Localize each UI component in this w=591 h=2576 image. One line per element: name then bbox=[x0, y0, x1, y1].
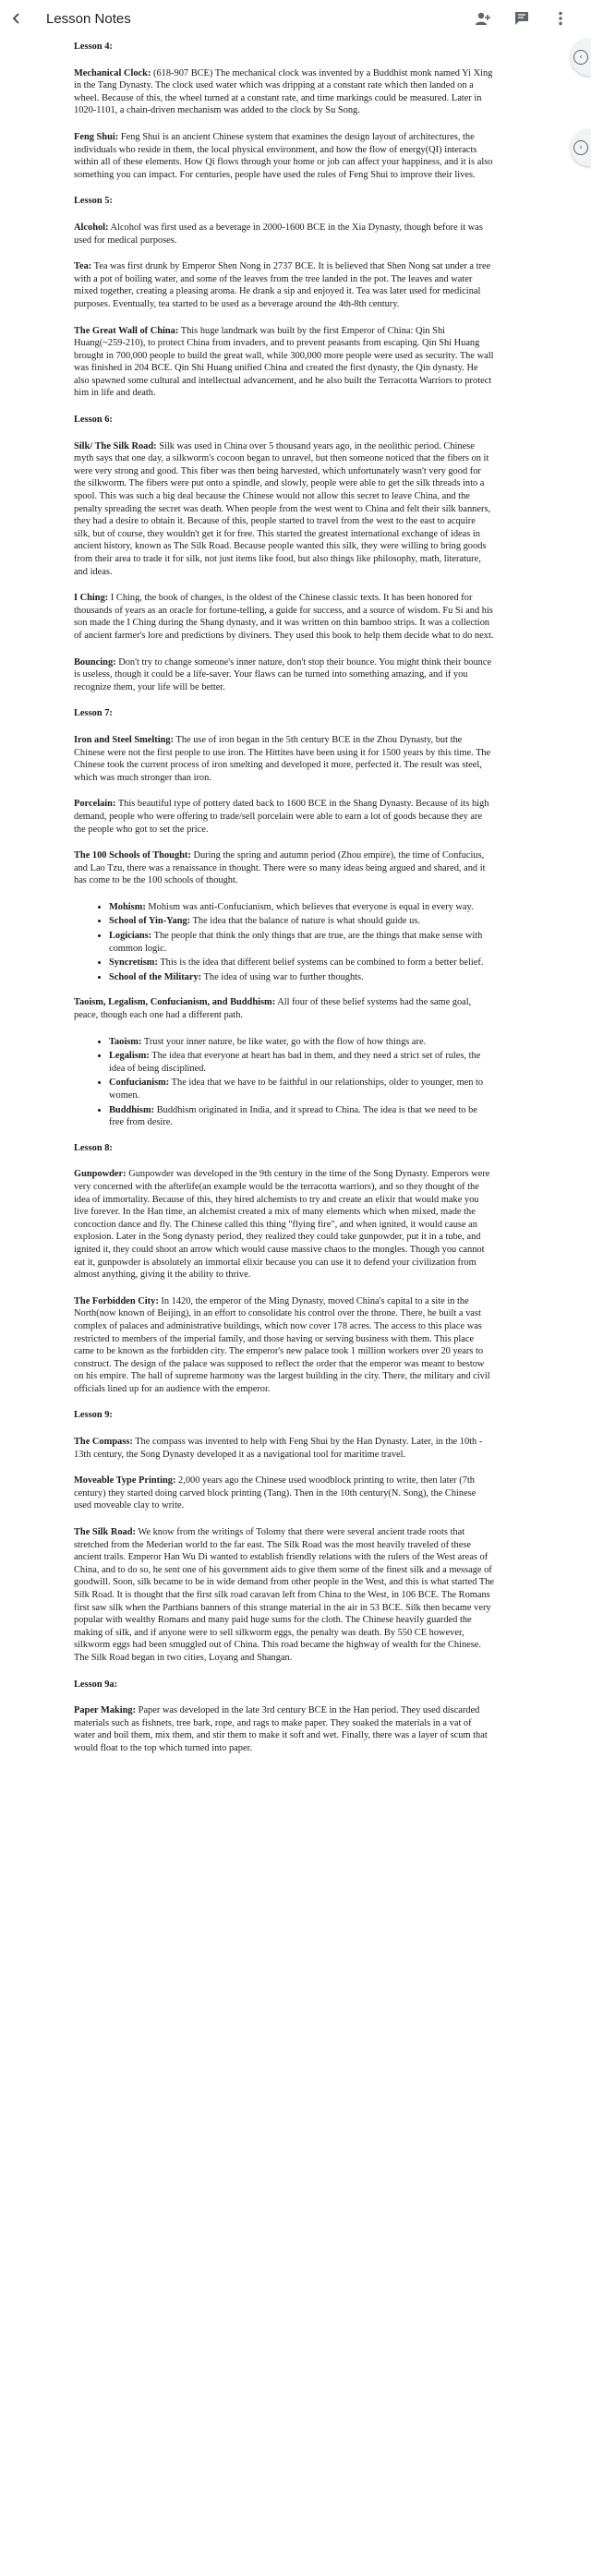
paragraph-i-ching bbox=[74, 592, 494, 642]
term: The Forbidden City: bbox=[74, 1295, 159, 1306]
body-text: The idea that everyone at heart has bad in them, and they need a strict set of rules, the idea of being disciplined. bbox=[109, 1051, 481, 1074]
term: School of Yin-Yang: bbox=[109, 916, 191, 927]
term: Bouncing: bbox=[74, 656, 116, 668]
term: Iron and Steel Smelting: bbox=[74, 734, 175, 745]
more-vert-icon bbox=[558, 11, 563, 26]
list-item bbox=[109, 971, 494, 984]
term: Alcohol: bbox=[74, 222, 109, 233]
document-body bbox=[74, 41, 494, 1769]
paragraph-bouncing bbox=[74, 656, 494, 694]
body-text: This beautiful type of pottery dated back to 1600 BCE in the Shang Dynasty. Because of its high demand, people who were offering to trade/sell porcelain were able to earn a lot of goods because they are the people who got to set the price. bbox=[74, 799, 489, 835]
paragraph-belief-systems bbox=[74, 996, 494, 1021]
term: Paper Making: bbox=[74, 1705, 137, 1716]
more-options-button[interactable] bbox=[550, 8, 571, 29]
list-item bbox=[109, 1036, 494, 1049]
term: School of the Military: bbox=[109, 971, 202, 982]
term: Porcelain: bbox=[74, 799, 116, 810]
lesson-heading: Lesson 6: bbox=[74, 415, 113, 426]
paragraph-moveable-type bbox=[74, 1475, 494, 1512]
body-text: Buddhism originated in India, and it spread to China. The idea is that we need to be free from desire. bbox=[109, 1104, 477, 1128]
paragraph-mechanical-clock bbox=[74, 67, 494, 117]
list-item bbox=[109, 930, 494, 955]
body-text: Paper was developed in the late 3rd century BCE in the Han period. They used discarded materials such as fishnets, tree bark, rope, and rags to make paper. They soaked the materials in a vat of water and boil them, mix them, and stir them to make it soft and wet. Finally, there was a layer of scum that would float to the top which turned into paper. bbox=[74, 1705, 488, 1753]
comment-icon bbox=[514, 11, 529, 26]
lesson-heading: Lesson 4: bbox=[74, 42, 113, 52]
body-text: Tea was first drunk by Emperor Shen Nong in 2737 BCE. It is believed that Shen Nong sat under a tree with a pot of boiling water, and some of the leaves from the tree landed in the pot. The leaves and water mixed together, creating a pleasing aroma. He drank a sip and enjoyed it. Tea was later used for medicinal purposes. Eventually, tea started to be used as a beverage around the 4th-8th century. bbox=[74, 261, 491, 309]
body-text: The idea of using war to further thoughts. bbox=[201, 971, 364, 982]
body-text: This huge landmark was built by the first Emperor of China: Qin Shi Huang(~259-210), to protect China from invaders, and to prevent peasants from escaping. Qin Shi Huang brought in 700,000 people to build the great wall, while 300,000 more people were used as security. The wall was finished in 204 BCE. Qin Shi Huang unified China and created the first dynasty, the Qin dynasty. He also spawned some cultural and intellectual advancement, and he also built the Terracotta Warriors to protect him in life and death. bbox=[74, 325, 494, 399]
back-arrow-icon bbox=[10, 12, 23, 25]
schools-list bbox=[74, 901, 494, 984]
paragraph-silk-road bbox=[74, 1526, 494, 1665]
lesson-heading: Lesson 9: bbox=[74, 1410, 113, 1421]
body-text: Trust your inner nature, be like water, go with the flow of how things are. bbox=[141, 1036, 427, 1047]
beliefs-list bbox=[74, 1036, 494, 1129]
paragraph-compass bbox=[74, 1436, 494, 1461]
body-text: (618-907 BCE) The mechanical clock was invented by a Buddhist monk named Yi Xing in the Tang Dynasty. The clock used water which was dripping at a constant rate which then landed on a wheel. Because of this, the wheel turned at a constant rate, and time markings could be measured. Later in 1020-1101, a chain-driven mechanism was added to the clock by Su Song. bbox=[74, 67, 493, 116]
list-item bbox=[109, 1104, 494, 1129]
list-item bbox=[109, 1077, 494, 1101]
body-text: In 1420, the emperor of the Ming Dynasty, moved China's capital to a site in the North(now known of Beijing), in an effort to consolidate his control over the throne. There, he built a vast complex of palaces and administrative buildings, which now cover 178 acres. The access to this place was restricted to members of the imperial family, and those having or serving business with them. This place came to be known as the forbidden city. The emperor's new palace took 1 million workers over 20 years to construct. The design of the palace was supposed to reflect the order that the emperor was meant to bestow on his empire. The hall of supreme harmony was the largest building in the city. There, the military and civil officials lined up for an audience with the emperor. bbox=[74, 1295, 490, 1394]
chevron-icon: ‹ bbox=[573, 140, 588, 155]
add-person-icon bbox=[475, 11, 491, 26]
term: Tea: bbox=[74, 261, 92, 272]
term: The Silk Road: bbox=[74, 1527, 136, 1538]
list-item bbox=[109, 901, 494, 914]
body-text: The compass was invented to help with Feng Shui by the Han Dynasty. Later, in the 10th - 13th century, the Song Dynasty developed it as a navigational tool for maritime travel. bbox=[74, 1437, 483, 1460]
list-item bbox=[109, 915, 494, 928]
body-text: Don't try to change someone's inner nature, don't stop their bounce. You might think their bounce is useless, though it could be a life-saver. Your flaws can be turned into something amazing, and if you recognize them, your life will be better. bbox=[74, 656, 492, 692]
paragraph-feng-shui bbox=[74, 131, 494, 181]
lesson-heading: Lesson 5: bbox=[74, 196, 113, 207]
paragraph-alcohol bbox=[74, 222, 494, 247]
paragraph-iron-steel bbox=[74, 734, 494, 784]
paragraph-forbidden-city bbox=[74, 1295, 494, 1396]
term: Taoism: bbox=[109, 1036, 142, 1047]
add-person-button[interactable] bbox=[473, 8, 493, 29]
side-panel-toggle[interactable] bbox=[571, 39, 591, 76]
body-text: The use of iron began in the 5th century BCE in the Zhou Dynasty, but the Chinese were not the first people to use iron. The Hittites have been using it for 1500 years by this time. The Chinese took the current process of iron smelting and developed it more, perfected it. The result was steel, which was much stronger than iron. bbox=[74, 734, 491, 783]
term: The Compass: bbox=[74, 1437, 133, 1448]
body-text: This is the idea that different belief systems can be combined to form a better belief. bbox=[157, 957, 484, 969]
term: Mechanical Clock: bbox=[74, 67, 151, 78]
term: Silk/ The Silk Road: bbox=[74, 440, 157, 451]
term: Confucianism: bbox=[109, 1077, 170, 1089]
paragraph-paper-making bbox=[74, 1704, 494, 1754]
paragraph-great-wall bbox=[74, 325, 494, 401]
body-text: Feng Shui is an ancient Chinese system that examines the design layout of architectures, the individuals who reside in them, the local physical environment, and how the flow of energy(QI) interacts within all of these elements. How Qi flows through your home or job can affect your happiness, and it is also something you can impact. For centuries, people have used the rules of Feng Shui to improve their lives. bbox=[74, 131, 493, 180]
term: I Ching: bbox=[74, 593, 109, 604]
body-text: The idea that we have to be faithful in our relationships, older to younger, men to women. bbox=[109, 1077, 484, 1101]
list-item bbox=[109, 1050, 494, 1075]
document-title: Lesson Notes bbox=[46, 10, 131, 27]
paragraph-tea bbox=[74, 260, 494, 310]
body-text: During the spring and autumn period (Zhou empire), the time of Confucius, and Lao Tzu, there was a renaissance in thought. There were so many ideas being argued and shared, and it has come to be the 100 schools of thought. bbox=[74, 850, 486, 886]
list-item bbox=[109, 957, 494, 969]
term: The Great Wall of China: bbox=[74, 325, 179, 336]
term: Logicians: bbox=[109, 931, 152, 942]
term: Mohism: bbox=[109, 901, 146, 912]
term: Gunpowder: bbox=[74, 1169, 127, 1180]
term: The 100 Schools of Thought: bbox=[74, 850, 191, 861]
body-text: 2,000 years ago the Chinese used woodblock printing to write, then later (7th century) they started doing carved block printing (Tang). Then in the 10th century(N. Song), the Chinese used moveable clay to write. bbox=[74, 1475, 476, 1511]
term: Legalism: bbox=[109, 1051, 150, 1062]
body-text: I Ching, the book of changes, is the oldest of the Chinese classic texts. It has been honored for thousands of years as an oracle for fortune-telling, a guide for success, and a source of wisdom. Fu Si and his son made the I Ching during the Shang dynasty, and it was written on thin bamboo strips. It was a collection of ancient farmer's lore and predictions by diviners. They used this book to help them decide what to do next. bbox=[74, 593, 494, 641]
paragraph-porcelain bbox=[74, 798, 494, 836]
lesson-heading: Lesson 7: bbox=[74, 708, 113, 719]
top-app-bar bbox=[0, 0, 591, 37]
term: Feng Shui: bbox=[74, 131, 119, 142]
lesson-heading: Lesson 9a: bbox=[74, 1679, 118, 1690]
term: Moveable Type Printing: bbox=[74, 1475, 176, 1487]
body-text: Mohism was anti-Confucianism, which believes that everyone is equal in every way. bbox=[145, 901, 474, 912]
paragraph-silk bbox=[74, 440, 494, 579]
body-text: Gunpowder was developed in the 9th century in the time of the Song Dynasty. Emperors were very concerned with the afterlife(an example would be the terracotta warriors), and so they thought of the idea of immortality. Because of this, they hired alchemists to try and create an elixir that would make you live forever. In the Han time, an alchemist created a mix of many elements which when mixed, made the concoction dance and fly. The Chinese called this thing "flying fire", and when ignited, it would cause an explosion. Later in the Song dynasty period, they realized they could take gunpowder, put it in a tube, and ignited it, they could shoot an arrow which would cause massive chaos to the mongles. Though you cannot eat it, gunpowder is absolutely an immortal elixir because you can use it to defend your civilization from almost anything, giving it the ability to thrive. bbox=[74, 1169, 490, 1281]
paragraph-gunpowder bbox=[74, 1168, 494, 1281]
body-text: Alcohol was first used as a beverage in 2000-1600 BCE in the Xia Dynasty, though before it was used for medical purposes. bbox=[74, 222, 483, 246]
term: Taoism, Legalism, Confucianism, and Buddhism: bbox=[74, 997, 276, 1008]
term: Syncretism: bbox=[109, 957, 158, 969]
term: Buddhism: bbox=[109, 1104, 155, 1115]
paragraph-schools-of-thought bbox=[74, 849, 494, 887]
back-button[interactable] bbox=[0, 0, 33, 37]
chevron-icon: ‹ bbox=[573, 50, 588, 65]
body-text: We know from the writings of Tolomy that there were several ancient trade roots that stretched from the Mederian world to the far east. The Silk Road was the most heavily traveled of these ancient trails. Emperor Han Wu Di wanted to establish friendly relations with the rulers of the West areas of China, and to do so, he sent one of his government aids to give them some of the finest silk and a message of goodwill. Soon, silk became to be in wide demand from other people in the West, and this is what started The Silk Road. It is thought that the first silk road caravan left from China to the West, in 106 BCE. The Romans first saw silk when the Parthians banners of this strange material in the air in 53 BCE. Silk then became very popular with wealthy Romans and many paid huge sums for the cloth. The Chinese heavily guarded the making of silk, and if anyone were to sell silkworm eggs, the penalty was death. By 550 CE however, silkworm eggs had been smuggled out of China. This road became the highway of wealth for the Chinese. The Silk Road began in two cities, Loyang and Shangan. bbox=[74, 1527, 495, 1663]
body-text: The idea that the balance of nature is what should guide us. bbox=[190, 916, 420, 927]
body-text: All four of these belief systems had the same goal, peace, though each one had a different path. bbox=[74, 997, 472, 1021]
body-text: The people that think the only things that are true, are the things that make sense with common logic. bbox=[109, 931, 483, 954]
side-panel-toggle-2[interactable] bbox=[571, 129, 591, 166]
lesson-heading: Lesson 8: bbox=[74, 1142, 113, 1153]
comment-button[interactable] bbox=[512, 8, 532, 29]
body-text: Silk was used in China over 5 thousand years ago, in the neolithic period. Chinese myth says that one day, a silkworm's cocoon began to unravel, but then someone noticed that the fibers on it were very strong and good. This fiber was then being harvested, which unfortunately wasn't very good for the silkworm. The fibers were put onto a spindle, and slowly, people were able to get the silk threads into a spool. This was such a big deal because the Chinese would not allow this secret to leave China, and the penalty spreading the secret was death. When people from the west went to China and felt their silk banners, they had a desire to obtain it. Because of this, people started to travel from the west to the east to acquire silk, but of course, they wouldn't get it for free. This started the greatest international exchange of ideas in ancient history, known as The Silk Road. Because people wanted this silk, they were willing to bring goods from their area to trade it for silk, not just items like food, but also things like philosophy, math, literature, and ideas. bbox=[74, 440, 491, 577]
